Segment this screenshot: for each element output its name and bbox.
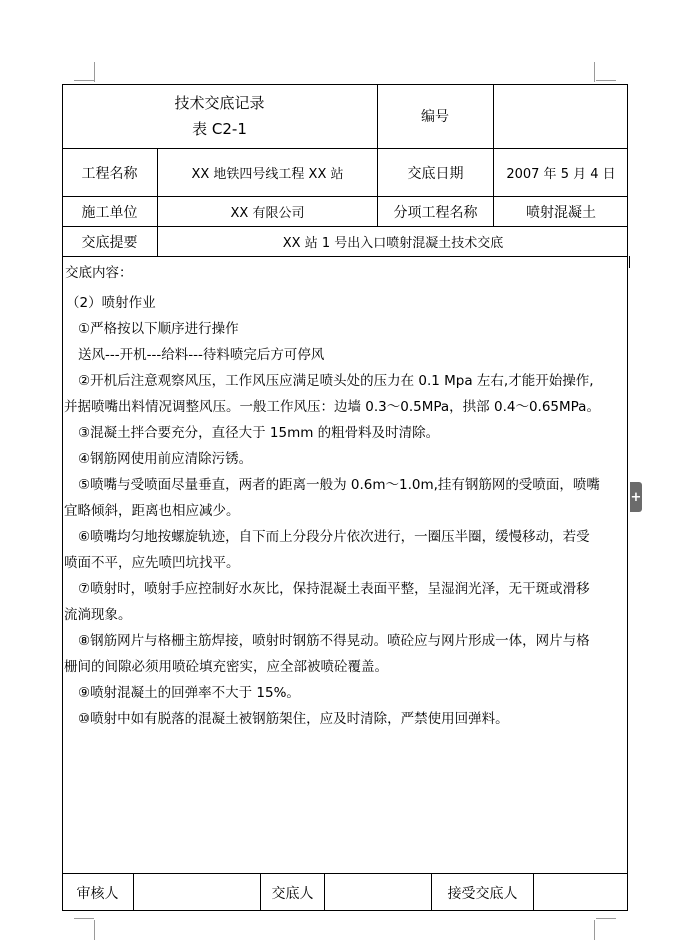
reviewer-field[interactable]: [134, 874, 260, 911]
subproject-value[interactable]: 喷射混凝土: [526, 204, 596, 221]
content-line: 栅间的间隙必须用喷砼填充密实，应全部被喷砼覆盖。: [64, 659, 388, 675]
row-divider: [62, 256, 628, 257]
discloser-label: 交底人: [271, 885, 314, 902]
crop-mark-bottom-left-v: [94, 920, 95, 940]
content-line: ⑧钢筋网片与格栅主筋焊接，喷射时钢筋不得晃动。喷砼应与网片形成一体，网片与格: [78, 633, 590, 649]
project-name-value[interactable]: XX 地铁四号线工程 XX 站: [191, 167, 344, 182]
receiver-field[interactable]: [534, 874, 628, 911]
contractor-value[interactable]: XX 有限公司: [230, 206, 305, 221]
reviewer-label: 审核人: [76, 885, 119, 902]
content-line: 送风---开机---给料---待料喷完后方可停风: [78, 347, 325, 363]
summary-label: 交底提要: [81, 234, 138, 251]
content-line: 并据喷嘴出料情况调整风压。一般工作风压：边墙 0.3～0.5MPa，拱部 0.4～0.65MPa。: [64, 399, 600, 415]
content-line: ⑩喷射中如有脱落的混凝土被钢筋架住，应及时清除，严禁使用回弹料。: [78, 711, 509, 727]
form-title: [62, 84, 377, 148]
content-line: ④钢筋网使用前应清除污锈。: [78, 451, 253, 467]
content-line: ⑤喷嘴与受喷面尽量垂直，两者的距离一般为 0.6m～1.0m,挂有钢筋网的受喷面，喷嘴: [78, 477, 600, 493]
content-line: ①严格按以下顺序进行操作: [78, 321, 239, 337]
date-label: 交底日期: [407, 165, 464, 182]
side-expand-button[interactable]: [630, 482, 642, 512]
subproject-label: 分项工程名称: [393, 204, 478, 221]
content-line: ⑨喷射混凝土的回弹率不大于 15%。: [78, 685, 300, 701]
content-label: 交底内容：: [65, 265, 133, 281]
content-line: ⑥喷嘴均匀地按螺旋轨迹，自下而上分段分片依次进行，一圈压半圈，缓慢移动，若受: [78, 529, 590, 545]
number-field[interactable]: [494, 84, 628, 148]
project-name-label: 工程名称: [81, 165, 138, 182]
form-title-line1: 技术交底记录: [174, 94, 265, 112]
crop-mark-top-right-h: [596, 80, 616, 81]
date-value[interactable]: 2007 年 5 月 4 日: [506, 167, 616, 182]
content-line: 喷面不平，应先喷凹坑找平。: [64, 555, 240, 571]
discloser-field[interactable]: [325, 874, 431, 911]
content-line: 流淌现象。: [64, 607, 132, 623]
content-line: 宜略倾斜，距离也相应减少。: [64, 503, 240, 519]
crop-mark-bottom-right-v: [594, 920, 595, 940]
crop-mark-top-left-h: [74, 80, 94, 81]
content-line: ②开机后注意观察风压，工作风压应满足喷头处的压力在 0.1 Mpa 左右,才能开始操作,: [78, 373, 594, 389]
crop-mark-bottom-left-h: [74, 918, 94, 919]
number-label: 编号: [421, 109, 449, 125]
contractor-label: 施工单位: [81, 204, 138, 221]
content-line: ③混凝土拌合要充分，直径大于 15mm 的粗骨料及时清除。: [78, 425, 440, 441]
form-title-line2: 表 C2-1: [192, 120, 247, 138]
content-line: ⑦喷射时，喷射手应控制好水灰比，保持混凝土表面平整，呈湿润光泽，无干斑或滑移: [78, 581, 590, 597]
text-cursor: [629, 256, 630, 268]
receiver-label: 接受交底人: [447, 885, 518, 902]
plus-icon: +: [630, 489, 642, 505]
summary-value[interactable]: XX 站 1 号出入口喷射混凝土技术交底: [282, 236, 504, 251]
crop-mark-top-right-v: [594, 62, 595, 82]
content-line: （2）喷射作业: [66, 295, 156, 311]
crop-mark-top-left-v: [94, 62, 95, 82]
crop-mark-bottom-right-h: [596, 918, 616, 919]
disclosure-content[interactable]: [64, 260, 628, 732]
